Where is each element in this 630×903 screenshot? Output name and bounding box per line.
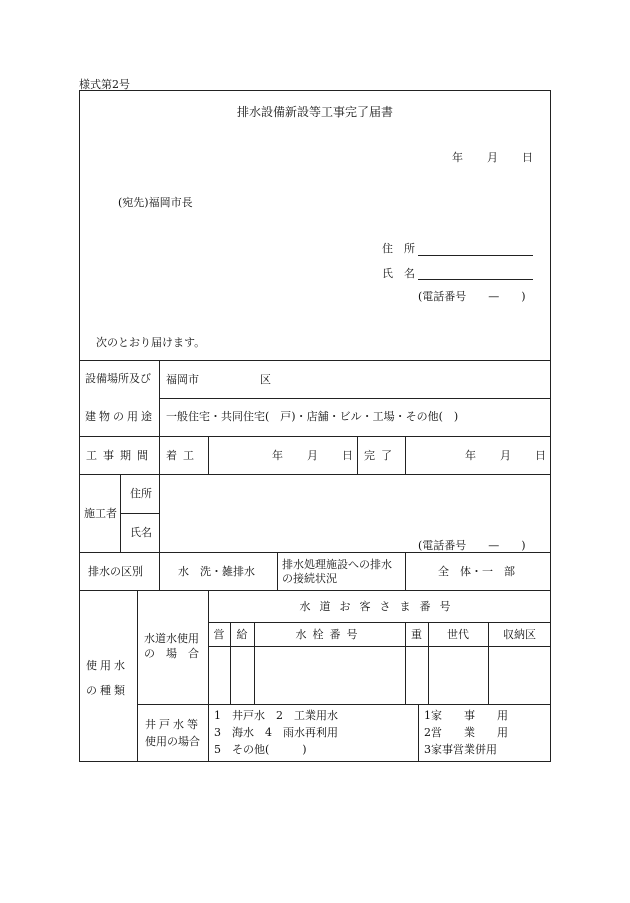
end-year: 年: [465, 449, 476, 462]
col-tap-number: 水栓番号: [295, 628, 364, 641]
col-household: 世代: [447, 628, 469, 641]
connection-status: 全 体・一 部: [438, 565, 515, 578]
drainage-label: 排水の区別: [88, 565, 143, 578]
site-ward: 区: [260, 373, 271, 386]
form-frame: [79, 90, 551, 762]
municipal-label-2: の 場 合: [144, 647, 199, 660]
contractor-name-label: 氏名: [130, 526, 152, 539]
contractor-address-label: 住所: [130, 487, 152, 500]
start-label: 着工: [166, 449, 200, 462]
use-option-1: 1家 事 用: [424, 709, 508, 722]
well-label-1: 井戸水等: [145, 718, 201, 731]
applicant-name-field[interactable]: [418, 279, 533, 280]
form-title: 排水設備新設等工事完了届書: [236, 105, 393, 119]
customer-number-header: 水道お客さま番号: [299, 600, 460, 613]
use-option-2: 2営 業 用: [424, 726, 508, 739]
col-ei: 営: [213, 628, 225, 641]
water-label-2: の種類: [86, 684, 128, 697]
well-option-2: 3 海水 4 雨水再利用: [214, 726, 338, 739]
form-number: 様式第2号: [79, 78, 130, 91]
notice-text: 次のとおり届けます。: [96, 336, 206, 349]
well-option-3: 5 その他( ): [214, 743, 307, 756]
end-month: 月: [500, 449, 511, 462]
building-usage: 一般住宅・共同住宅( 戸)・店舗・ビル・工場・その他( ): [166, 410, 459, 423]
end-day: 日: [535, 449, 546, 462]
site-label-1: 設備場所及び: [85, 372, 151, 385]
col-kyu: 給: [236, 628, 248, 641]
contractor-label: 施工者: [84, 507, 117, 520]
well-option-1: 1 井戸水 2 工業用水: [214, 709, 338, 722]
applicant-address-field[interactable]: [418, 255, 533, 256]
col-storage: 収納区: [503, 628, 536, 641]
date-day-label: 日: [522, 151, 533, 164]
start-year: 年: [272, 449, 283, 462]
site-label-2: 建物の用途: [85, 410, 155, 423]
drainage-type: 水 洗・雑排水: [178, 565, 255, 578]
start-month: 月: [307, 449, 318, 462]
date-year-label: 年: [452, 151, 463, 164]
use-option-3: 3家事営業併用: [424, 743, 497, 756]
site-city: 福岡市: [166, 373, 199, 386]
water-label-1: 使用水: [86, 659, 128, 672]
start-day: 日: [342, 449, 353, 462]
municipal-label-1: 水道水使用: [144, 632, 199, 645]
col-ju: 重: [411, 628, 422, 641]
treatment-label-2: の接続状況: [282, 572, 337, 585]
end-label: 完了: [364, 449, 398, 462]
addressee: (宛先)福岡市長: [118, 196, 193, 209]
period-label: 工事期間: [86, 449, 154, 462]
applicant-address-label: 住 所: [382, 242, 415, 255]
contractor-phone-label: (電話番号 — ): [418, 539, 526, 552]
applicant-phone-label: (電話番号 — ): [418, 290, 526, 303]
date-month-label: 月: [487, 151, 498, 164]
applicant-name-label: 氏 名: [382, 267, 415, 280]
treatment-label-1: 排水処理施設への排水: [282, 558, 392, 571]
well-label-2: 使用の場合: [145, 735, 200, 748]
